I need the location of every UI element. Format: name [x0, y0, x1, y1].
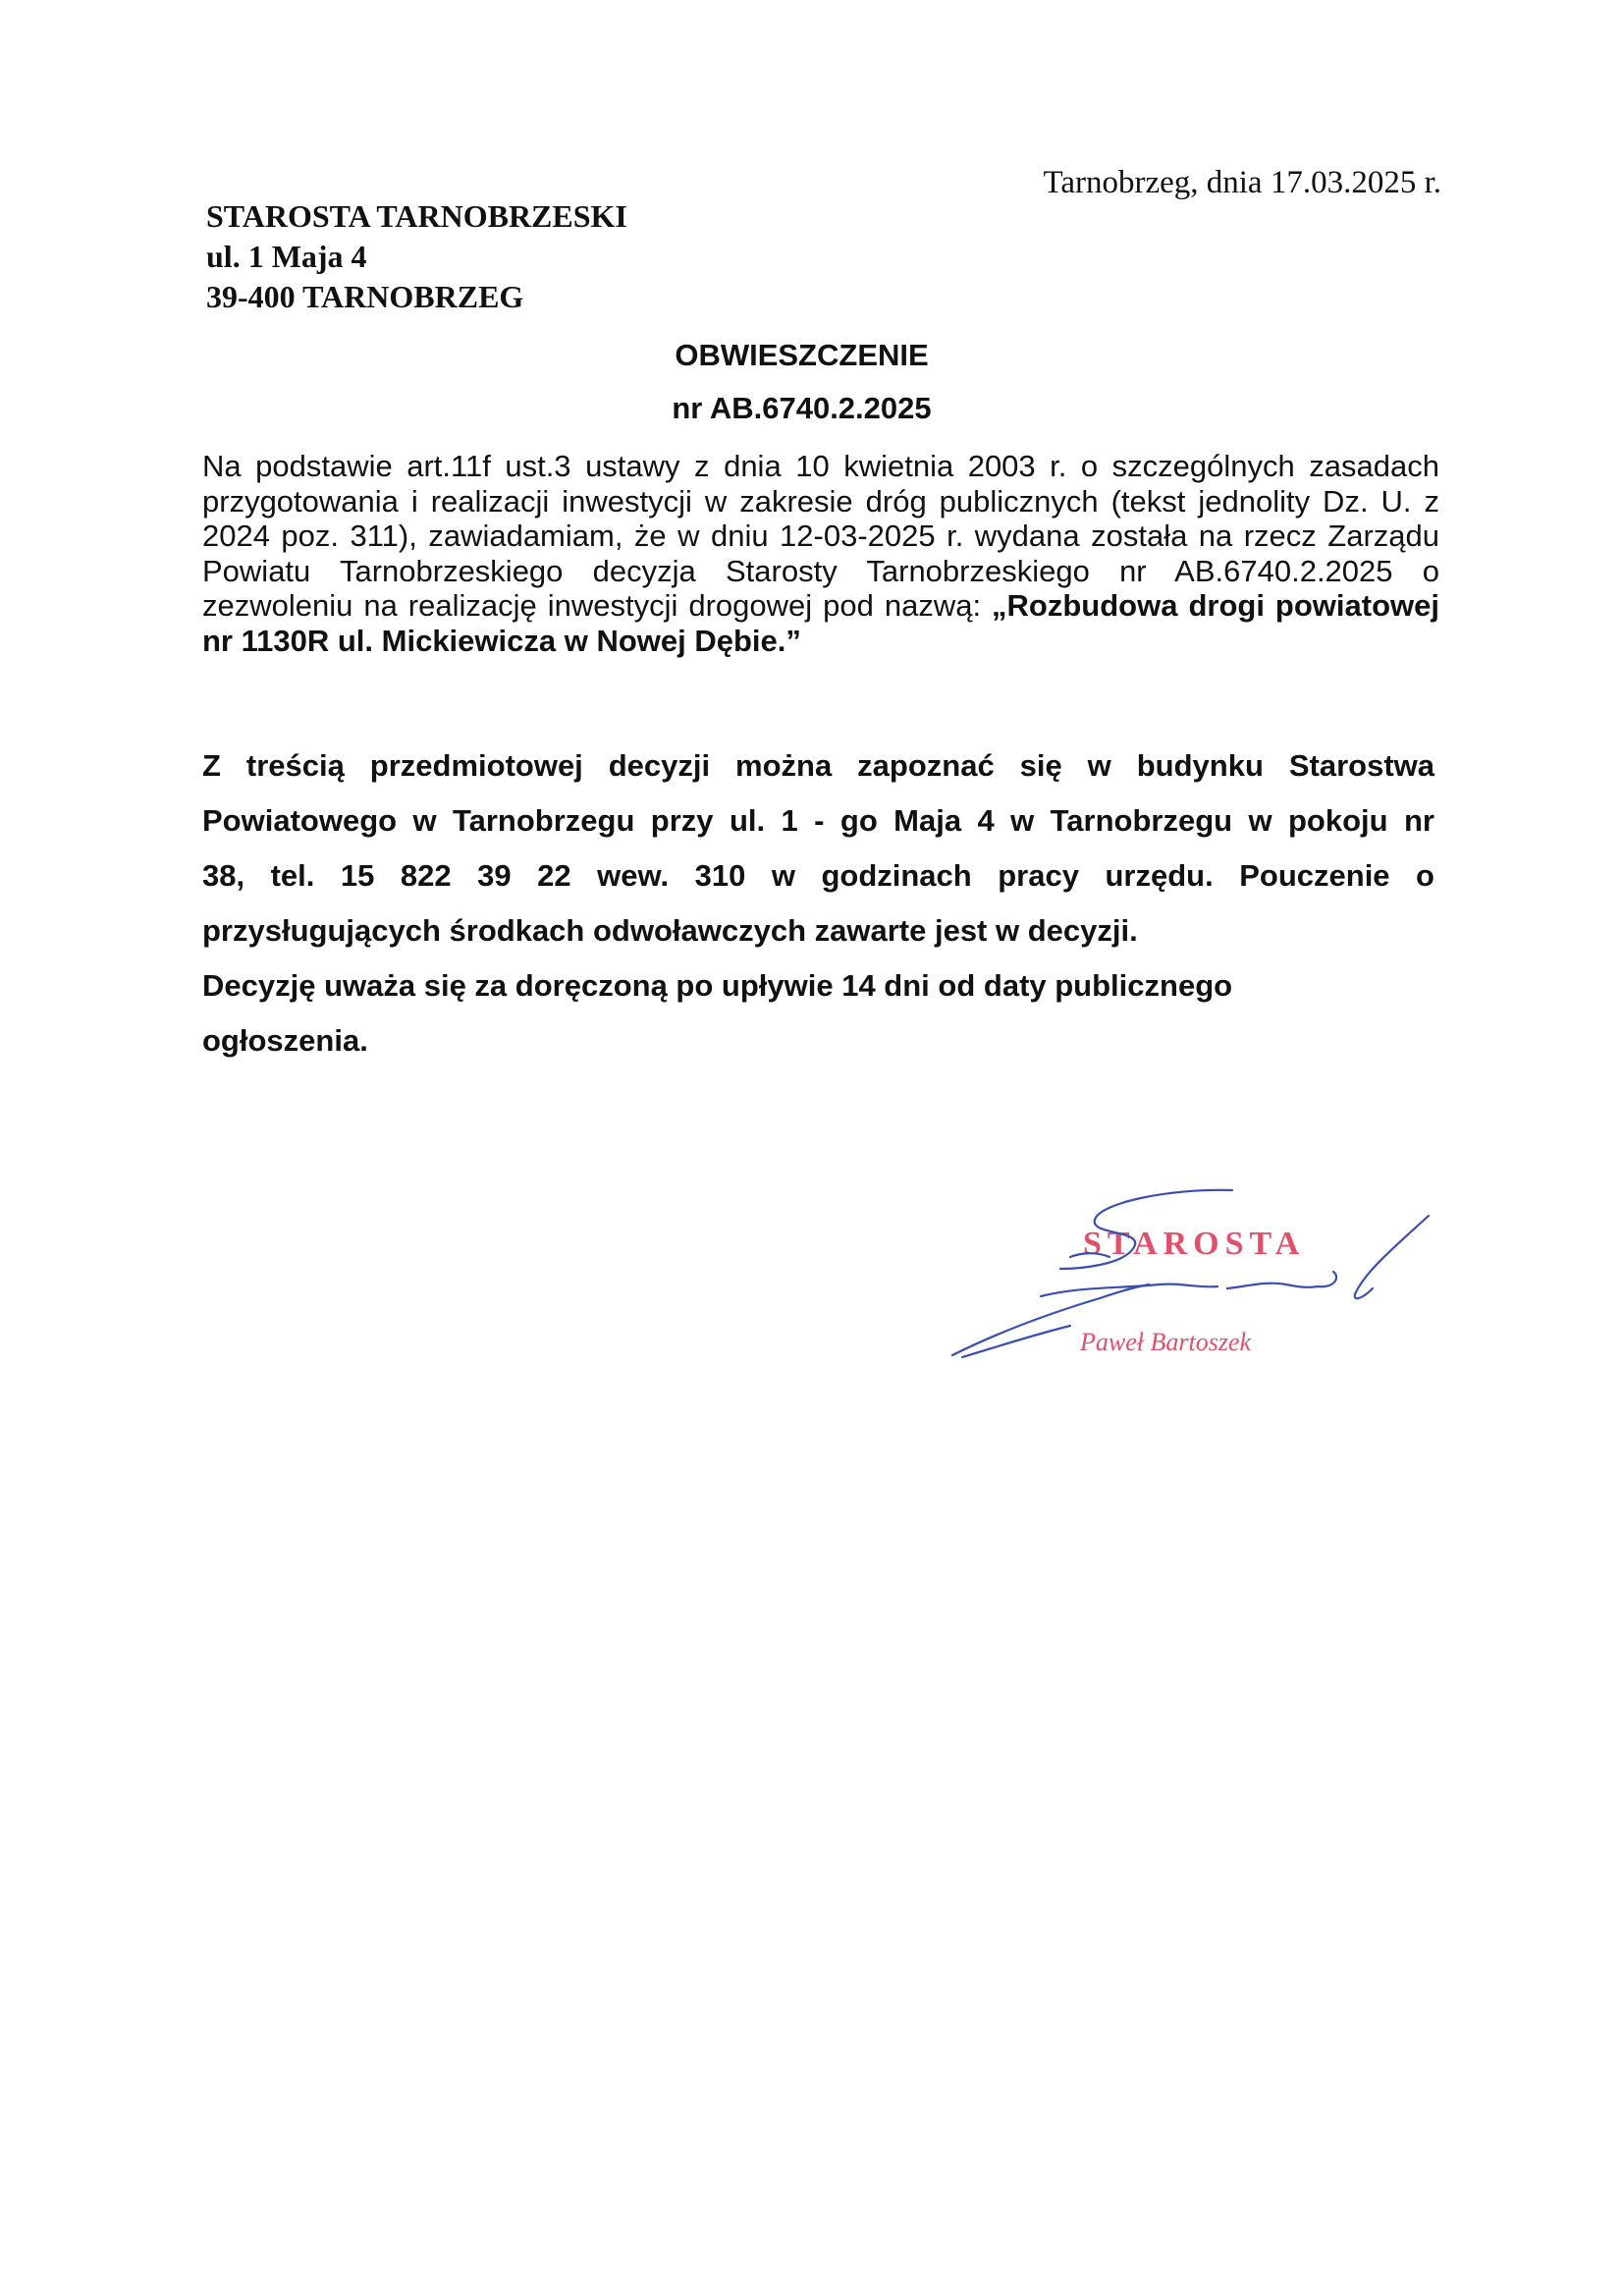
investment-name: „Rozbudowa drogi powiatowej nr 1130R ul. Mickiewicza w Nowej Dębie.” [202, 588, 1439, 658]
sender-block [206, 196, 627, 317]
instructions-line: przysługujących środkach odwoławczych zawarte jest w decyzji. [202, 913, 1138, 948]
sender-line: STAROSTA TARNOBRZESKI [206, 198, 627, 234]
place-date: Tarnobrzeg, dnia 17.03.2025 r. [1043, 165, 1441, 200]
instructions-paragraph [202, 738, 1434, 1068]
sender-line: 39-400 TARNOBRZEG [206, 279, 524, 314]
stamp-name: Paweł Bartoszek [1080, 1328, 1252, 1356]
handwritten-signature [933, 1178, 1443, 1375]
document-number: nr AB.6740.2.2025 [672, 391, 932, 425]
instructions-line: ogłoszenia. [202, 1023, 368, 1058]
announcement-text: Na podstawie art.11f ust.3 ustawy z dnia 10 kwietnia 2003 r. o szczególnych zasadach przygotowania i realizacji inwestycji w zakresie dróg publicznych (tekst jednolity Dz. U. z 2024 poz. 311), zawiadamiam, że w dniu 12-03-2025 r. wydana została na rzecz Zarządu Powiatu Tarnobrzeskiego decyzja Starosty Tarnobrzeskiego nr AB.6740.2.2025 o zezwoleniu na realizację inwestycji drogowej pod nazwą: [202, 449, 1439, 623]
document-title: OBWIESZCZENIE [675, 338, 929, 372]
instructions-line: Z treścią przedmiotowej decyzji można zapoznać się w budynku Starostwa [202, 748, 1434, 783]
instructions-line: Decyzję uważa się za doręczoną po upływie 14 dni od daty publicznego [202, 968, 1233, 1003]
announcement-paragraph [202, 449, 1439, 658]
instructions-line: Powiatowego w Tarnobrzegu przy ul. 1 - go Maja 4 w Tarnobrzegu w pokoju nr [202, 803, 1434, 838]
stamp-title: STAROSTA [1083, 1226, 1306, 1262]
instructions-line: 38, tel. 15 822 39 22 wew. 310 w godzinach pracy urzędu. Pouczenie o [202, 858, 1434, 893]
sender-line: ul. 1 Maja 4 [206, 239, 367, 274]
